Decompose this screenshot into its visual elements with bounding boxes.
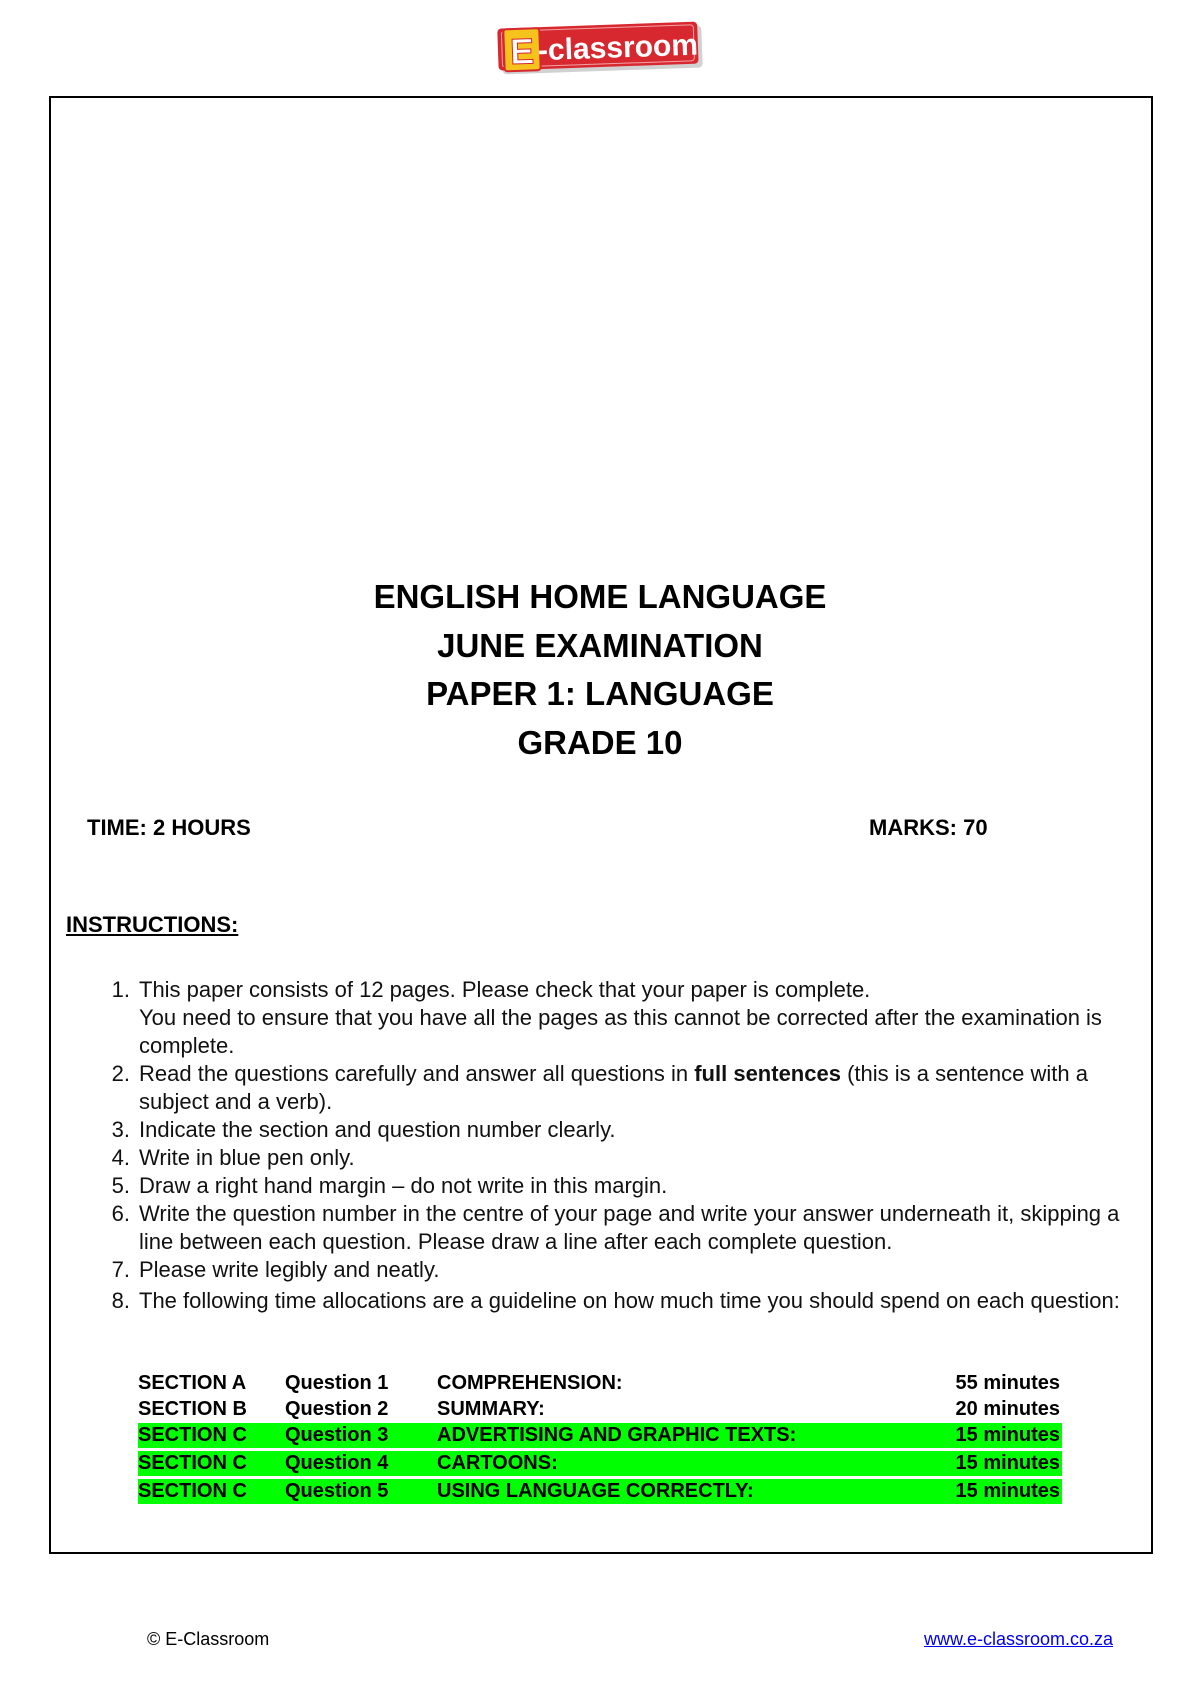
list-item bbox=[100, 1116, 1130, 1144]
svg-text:-classroom: -classroom bbox=[537, 28, 699, 68]
item-bold-text: full sentences bbox=[694, 1061, 841, 1086]
item-number: 2. bbox=[111, 1061, 130, 1086]
cell-time: 15 minutes bbox=[955, 1480, 1060, 1502]
time-allocation-table bbox=[138, 1371, 1062, 1507]
list-item bbox=[100, 1060, 1130, 1116]
cell-topic: USING LANGUAGE CORRECTLY: bbox=[437, 1480, 754, 1502]
cell-time: 15 minutes bbox=[955, 1452, 1060, 1474]
item-text: The following time allocations are a guideline on how much time you should spend on each question: bbox=[139, 1288, 1120, 1313]
item-number: 8. bbox=[111, 1288, 130, 1313]
item-number: 3. bbox=[111, 1117, 130, 1142]
item-text: This paper consists of 12 pages. Please check that your paper is complete. bbox=[139, 977, 871, 1002]
title-grade: GRADE 10 bbox=[517, 723, 683, 761]
item-text: Please write legibly and neatly. bbox=[139, 1257, 440, 1282]
cell-section: SECTION C bbox=[138, 1452, 247, 1474]
exam-title bbox=[0, 573, 1200, 767]
list-item bbox=[100, 1200, 1130, 1256]
item-number: 6. bbox=[111, 1201, 130, 1226]
exam-time: TIME: 2 HOURS bbox=[87, 815, 251, 840]
cell-section: SECTION C bbox=[138, 1480, 247, 1502]
list-item bbox=[100, 1287, 1130, 1315]
cell-time: 55 minutes bbox=[955, 1372, 1060, 1394]
list-item bbox=[100, 1256, 1130, 1284]
item-number: 5. bbox=[111, 1173, 130, 1198]
item-text: Write the question number in the centre of your page and write your answer underneath it, skipping a line between each question. Please draw a line after each complete question. bbox=[139, 1201, 1120, 1254]
exam-marks: MARKS: 70 bbox=[869, 815, 988, 840]
cell-section: SECTION C bbox=[138, 1424, 247, 1446]
cell-topic: CARTOONS: bbox=[437, 1452, 558, 1474]
list-item bbox=[100, 1144, 1130, 1172]
cell-time: 15 minutes bbox=[955, 1424, 1060, 1446]
title-exam: JUNE EXAMINATION bbox=[437, 626, 763, 664]
item-text: Read the questions carefully and answer all questions in bbox=[139, 1061, 695, 1086]
list-item bbox=[100, 976, 1130, 1060]
cell-topic: COMPREHENSION: bbox=[437, 1372, 623, 1394]
cell-topic: ADVERTISING AND GRAPHIC TEXTS: bbox=[437, 1424, 797, 1446]
cell-question: Question 1 bbox=[285, 1372, 389, 1394]
title-subject: ENGLISH HOME LANGUAGE bbox=[373, 578, 827, 615]
table-row-highlighted bbox=[138, 1451, 1062, 1476]
cell-time: 20 minutes bbox=[955, 1398, 1060, 1420]
item-text: You need to ensure that you have all the pages as this cannot be corrected after the examination is complete. bbox=[139, 1005, 1102, 1058]
item-number: 1. bbox=[111, 977, 130, 1002]
instructions-list bbox=[100, 976, 1130, 1315]
cell-topic: SUMMARY: bbox=[437, 1398, 545, 1420]
table-row-highlighted bbox=[138, 1423, 1062, 1448]
cell-section: SECTION B bbox=[138, 1398, 247, 1420]
table-row bbox=[138, 1397, 1062, 1421]
e-classroom-logo bbox=[492, 18, 710, 80]
item-text: Write in blue pen only. bbox=[139, 1145, 355, 1170]
table-row bbox=[138, 1371, 1062, 1395]
footer-website-link[interactable]: www.e-classroom.co.za bbox=[924, 1629, 1114, 1649]
cell-question: Question 2 bbox=[285, 1398, 389, 1420]
cell-question: Question 4 bbox=[285, 1452, 389, 1474]
cell-question: Question 5 bbox=[285, 1480, 389, 1502]
instructions-heading: INSTRUCTIONS: bbox=[66, 912, 239, 937]
svg-text:E: E bbox=[509, 30, 535, 73]
title-paper: PAPER 1: LANGUAGE bbox=[426, 675, 774, 712]
cell-section: SECTION A bbox=[138, 1372, 247, 1394]
item-text: Indicate the section and question number clearly. bbox=[139, 1117, 616, 1142]
item-number: 7. bbox=[111, 1257, 130, 1282]
cell-question: Question 3 bbox=[285, 1424, 389, 1446]
table-row-highlighted bbox=[138, 1479, 1062, 1504]
item-text: (this is a sentence with a subject and a verb). bbox=[139, 1061, 1088, 1114]
list-item bbox=[100, 1172, 1130, 1200]
item-number: 4. bbox=[111, 1145, 130, 1170]
footer-copyright: © E-Classroom bbox=[147, 1629, 270, 1649]
item-text: Draw a right hand margin – do not write in this margin. bbox=[139, 1173, 668, 1198]
